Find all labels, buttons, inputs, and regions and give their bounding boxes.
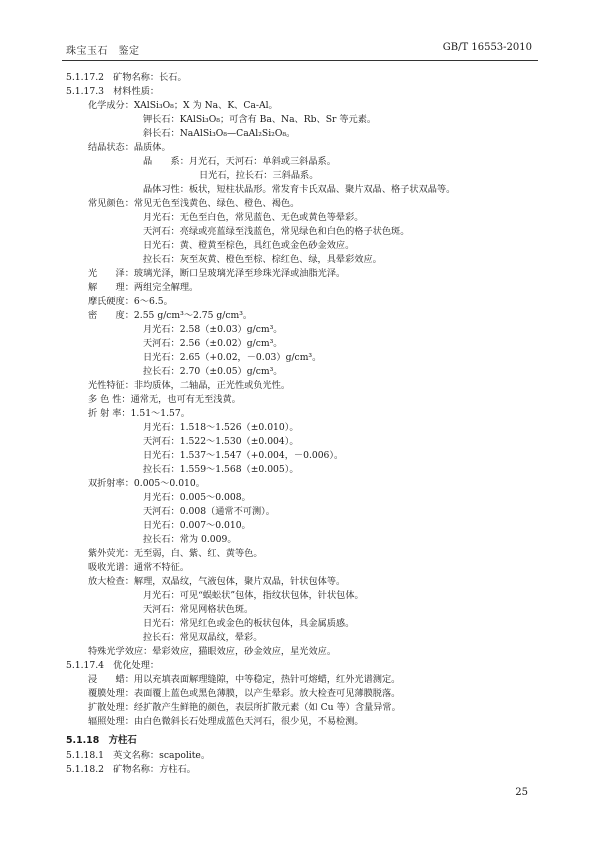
text-line: 日光石：2.65（+0.02，－0.03）g/cm³。 bbox=[143, 352, 322, 363]
text-line: 化学成分：XAlSi₃O₈；X 为 Na、K、Ca-Al。 bbox=[88, 100, 278, 111]
page-number: 25 bbox=[515, 787, 528, 798]
text-line: 5.1.17.3 材料性质： bbox=[66, 86, 160, 97]
text-line: 拉长石：1.559～1.568（±0.005）。 bbox=[143, 464, 299, 475]
text-line: 钾长石：KAlSi₃O₈；可含有 Ba、Na、Rb、Sr 等元素。 bbox=[143, 114, 377, 125]
text-line: 斜长石：NaAlSi₃O₈—CaAl₂Si₂O₈。 bbox=[143, 128, 296, 139]
header-right: GB/T 16553-2010 bbox=[442, 42, 532, 53]
text-line: 日光石：黄、橙黄至棕色，具红色或金色砂金效应。 bbox=[143, 240, 355, 251]
text-line: 拉长石：2.70（±0.05）g/cm³。 bbox=[143, 366, 283, 377]
text-line: 5.1.17.2 矿物名称：长石。 bbox=[66, 72, 187, 83]
text-line: 天河石：2.56（±0.02）g/cm³。 bbox=[143, 338, 283, 349]
text-line: 日光石：1.537～1.547（+0.004，－0.006）。 bbox=[143, 450, 344, 461]
text-line: 紫外荧光：无至弱，白、紫、红、黄等色。 bbox=[88, 548, 263, 559]
text-line: 摩氏硬度：6～6.5。 bbox=[88, 296, 173, 307]
text-line: 月光石：可见“蜈蚣状”包体，指纹状包体，针状包体。 bbox=[143, 590, 364, 601]
text-line: 光 泽：玻璃光泽，断口呈玻璃光泽至珍珠光泽或油脂光泽。 bbox=[88, 268, 346, 279]
text-line: 双折射率：0.005～0.010。 bbox=[88, 478, 205, 489]
text-line: 月光石：1.518～1.526（±0.010）。 bbox=[143, 422, 299, 433]
text-line: 扩散处理：经扩散产生鲜艳的颜色，表层所扩散元素（如 Cu 等）含量异常。 bbox=[88, 702, 401, 713]
text-line: 日光石，拉长石：三斜晶系。 bbox=[199, 170, 319, 181]
text-line: 5.1.18.1 英文名称：scapolite。 bbox=[66, 750, 211, 761]
text-line: 天河石：1.522～1.530（±0.004）。 bbox=[143, 436, 299, 447]
section-heading: 5.1.18 方柱石 bbox=[66, 735, 137, 746]
header-left: 珠宝玉石 鉴定 bbox=[66, 46, 140, 57]
text-line: 日光石：0.007～0.010。 bbox=[143, 520, 251, 531]
text-line: 5.1.17.4 优化处理： bbox=[66, 660, 160, 671]
text-line: 覆膜处理：表面覆上蓝色或黑色薄膜，以产生晕彩。放大检查可见薄膜脱落。 bbox=[88, 688, 401, 699]
text-line: 天河石：0.008（通常不可测）。 bbox=[143, 506, 275, 517]
text-line: 特殊光学效应：晕彩效应，猫眼效应，砂金效应，星光效应。 bbox=[88, 646, 337, 657]
text-line: 晶 系：月光石，天河石：单斜或三斜晶系。 bbox=[143, 156, 336, 167]
text-line: 月光石：0.005～0.008。 bbox=[143, 492, 251, 503]
text-line: 放大检查：解理，双晶纹，气液包体，聚片双晶，针状包体等。 bbox=[88, 576, 346, 587]
text-line: 结晶状态：晶质体。 bbox=[88, 142, 171, 153]
text-line: 天河石：常见网格状色斑。 bbox=[143, 604, 254, 615]
text-line: 浸 蜡：用以充填表面解理缝隙，中等稳定，热针可熔蜡，红外光谱测定。 bbox=[88, 674, 401, 685]
text-line: 天河石：亮绿或亮蓝绿至浅蓝色，常见绿色和白色的格子状色斑。 bbox=[143, 226, 410, 237]
text-line: 拉长石：常为 0.009。 bbox=[143, 534, 237, 545]
text-line: 晶体习性：板状，短柱状晶形。常发育卡氏双晶、聚片双晶、格子状双晶等。 bbox=[143, 184, 456, 195]
text-line: 月光石：无色至白色，常见蓝色、无色或黄色等晕彩。 bbox=[143, 212, 364, 223]
text-line: 多 色 性：通常无，也可有无至浅黄。 bbox=[88, 394, 241, 405]
text-line: 密 度：2.55 g/cm³～2.75 g/cm³。 bbox=[88, 310, 253, 321]
text-line: 辐照处理：由白色微斜长石处理成蓝色天河石，很少见，不易检测。 bbox=[88, 716, 364, 727]
text-line: 常见颜色：常见无色至浅黄色、绿色、橙色、褐色。 bbox=[88, 198, 300, 209]
text-line: 光性特征：非均质体，二轴晶，正光性或负光性。 bbox=[88, 380, 291, 391]
header-rule bbox=[62, 60, 538, 61]
text-line: 吸收光谱：通常不特征。 bbox=[88, 562, 190, 573]
text-line: 折 射 率：1.51～1.57。 bbox=[88, 408, 190, 419]
text-line: 5.1.18.2 矿物名称：方柱石。 bbox=[66, 764, 196, 775]
text-line: 日光石：常见红色或金色的板状包体，具金属质感。 bbox=[143, 618, 355, 629]
text-line: 拉长石：灰至灰黄、橙色至棕、棕红色、绿，具晕彩效应。 bbox=[143, 254, 382, 265]
text-line: 解 理：两组完全解理。 bbox=[88, 282, 199, 293]
text-line: 月光石：2.58（±0.03）g/cm³。 bbox=[143, 324, 283, 335]
text-line: 拉长石：常见双晶纹，晕彩。 bbox=[143, 632, 263, 643]
